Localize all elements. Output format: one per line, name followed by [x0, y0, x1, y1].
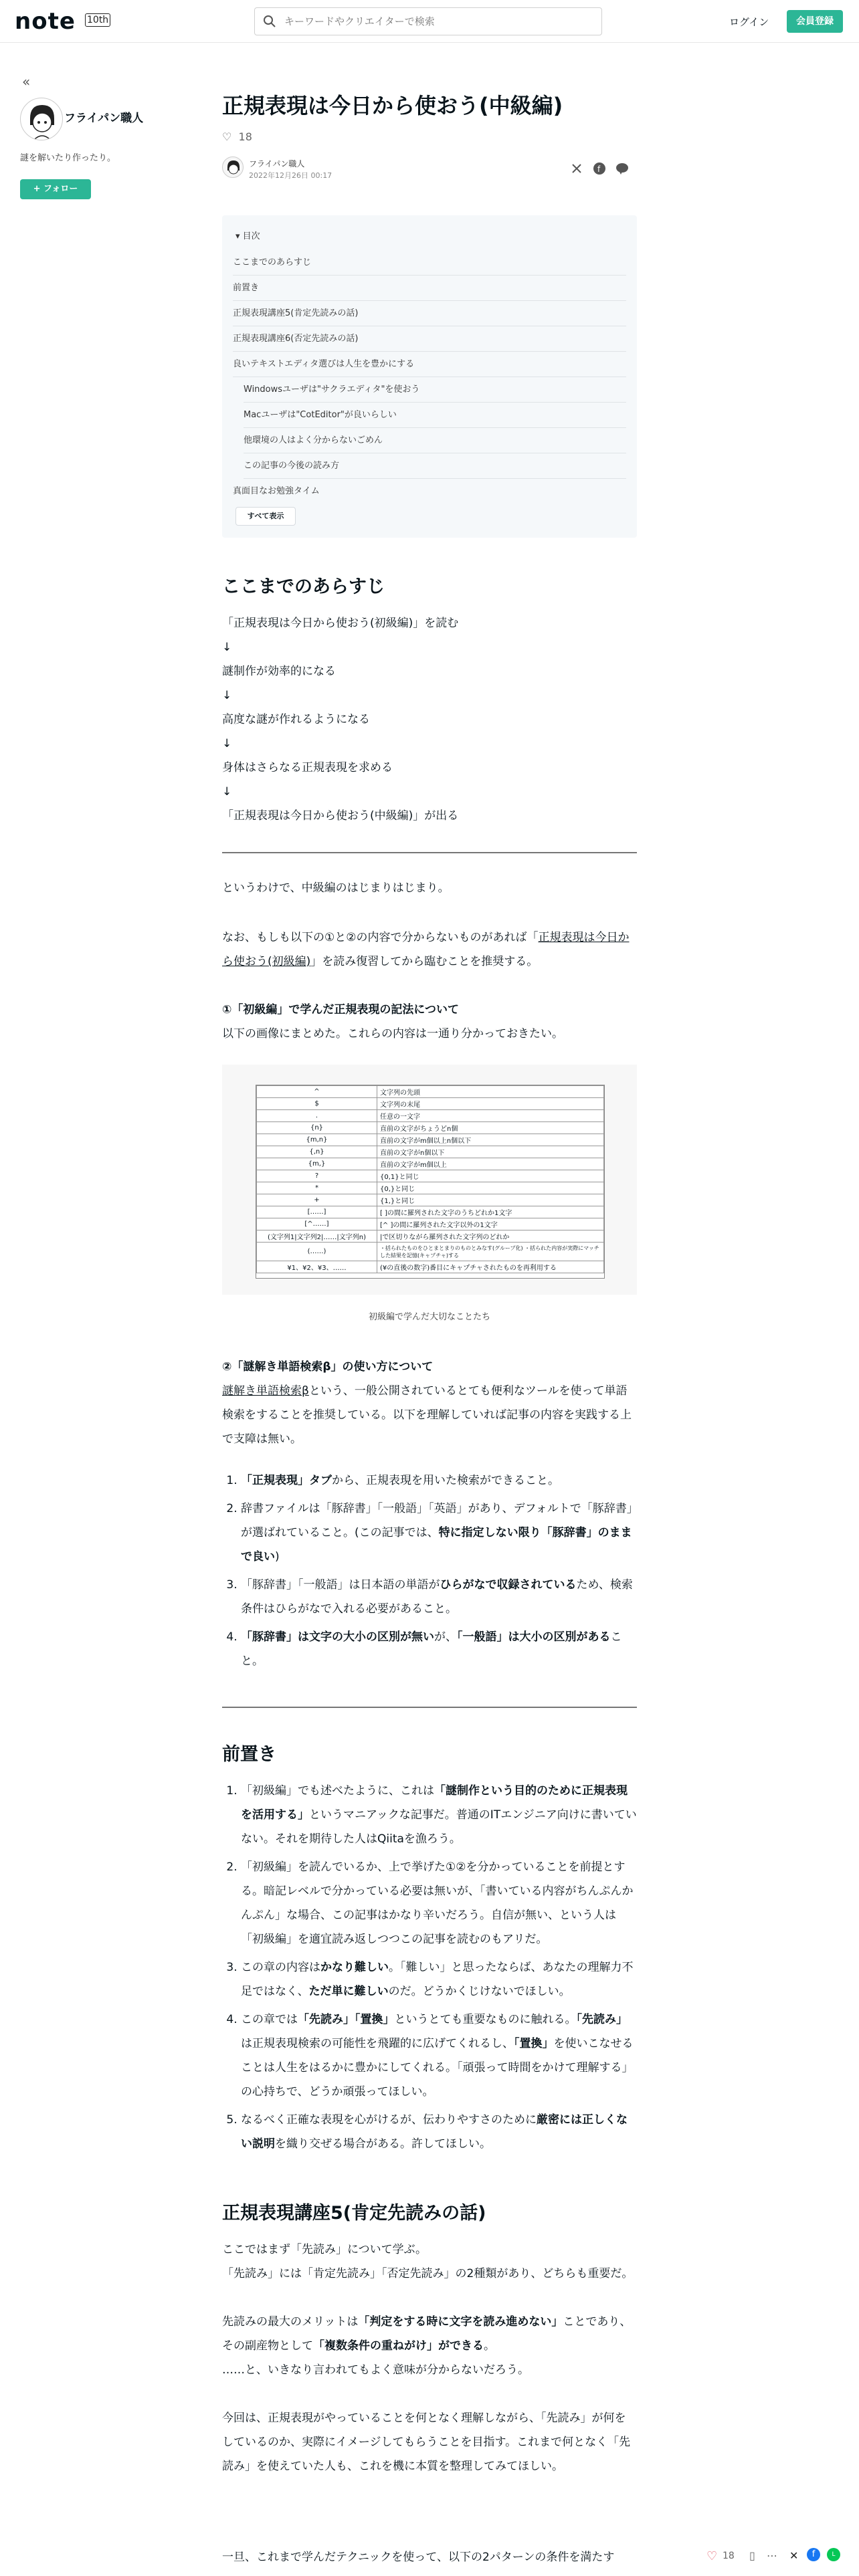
usage-list	[222, 1469, 637, 1677]
figure-row	[257, 1243, 604, 1261]
synopsis-line: ↓	[222, 689, 232, 702]
preface-list	[222, 1779, 637, 2160]
like-count: 18	[238, 130, 252, 143]
text: から、正規表現を用いた検索ができること。	[332, 1474, 559, 1487]
toc-item[interactable]: 正規表現講座6(否定先読みの話)	[233, 326, 626, 352]
regex-table	[256, 1085, 604, 1273]
list-item	[241, 1497, 637, 1569]
figure-meaning-cell: {0,}と同じ	[377, 1182, 604, 1194]
figure-caption: 初級編で学んだ大切なことたち	[368, 1312, 490, 1322]
bold-text: 「謎制作という目的のために正規表現を活用する」	[241, 1784, 628, 1822]
figure-meaning-cell: |で区切りながら羅列された文字列のどれか	[377, 1230, 604, 1243]
x-share-icon[interactable]: ✕	[789, 2549, 799, 2562]
synopsis-line: ↓	[222, 641, 232, 654]
synopsis-line: 身体はさらなる正規表現を求める	[222, 761, 393, 774]
figure-meaning-cell: {1,}と同じ	[377, 1194, 604, 1206]
figure-meaning-cell: [^ ]の間に羅列された文字以外の1文字	[377, 1218, 604, 1230]
toc-item[interactable]: 良いテキストエディタ選びは人生を豊かにする	[233, 352, 626, 377]
figure-meaning-cell: ・括られたものをひとまとまりのものとみなす(グループ化) ・括られた内容が実際にマッチした結果を記憶(キャプチャ)する	[377, 1243, 604, 1261]
toc-item[interactable]: 前置き	[233, 276, 626, 301]
list-item	[241, 1625, 637, 1673]
toc-item[interactable]: ここまでのあらすじ	[233, 250, 626, 276]
facebook-share-icon[interactable]: f	[807, 2548, 820, 2561]
figure-symbol-cell: .	[257, 1110, 377, 1122]
toc-subitem[interactable]: この記事の今後の読み方	[244, 453, 626, 479]
meta-author-avatar[interactable]	[222, 156, 244, 178]
figure-symbol-cell: {,n}	[257, 1146, 377, 1158]
line-share-icon[interactable]: L	[827, 2548, 840, 2561]
article-title: 正規表現は今日から使おう(中級編)	[222, 93, 563, 118]
figure-meaning-cell: 任意の一文字	[377, 1110, 604, 1122]
follow-button[interactable]	[20, 179, 91, 199]
search-input[interactable]	[283, 11, 591, 31]
paragraph: 一旦、これまで学んだテクニックを使って、以下の2パターンの条件を満たす	[222, 2551, 615, 2564]
text: を使いこなせることは人生をはるかに豊かにしてくれる。「頑張って時間をかけて理解する」の心持ちで、どうか頑張ってほしい。	[241, 2037, 634, 2099]
collapse-sidebar-icon[interactable]: «	[22, 74, 31, 90]
text: 。「難しい」と思ったならば、あなたの理解力不足ではなく、	[241, 1961, 634, 1998]
bold-text: ひらがなで収録されている	[440, 1578, 577, 1592]
paragraph	[222, 2310, 637, 2358]
toc-subitem[interactable]: 他環境の人はよく分からないごめん	[244, 428, 626, 453]
anniversary-badge: 10th	[85, 13, 110, 27]
figure-row	[257, 1182, 604, 1194]
regex-summary-figure[interactable]	[222, 1065, 637, 1295]
figure-row	[257, 1170, 604, 1182]
heart-icon[interactable]: ♡	[706, 2549, 718, 2563]
paragraph	[222, 1379, 637, 1451]
x-share-icon[interactable]	[570, 162, 583, 175]
author-bio: 謎を解いたり作ったり。	[20, 153, 116, 163]
figure-row	[257, 1261, 604, 1273]
figure-symbol-cell: ^	[257, 1086, 377, 1098]
toc-subitem[interactable]: Macユーザは"CotEditor"が良いらしい	[244, 403, 626, 428]
synopsis-line: ↓	[222, 737, 232, 750]
floating-action-bar	[696, 2545, 856, 2568]
word-search-tool-link[interactable]: 謎解き単語検索β	[222, 1384, 309, 1398]
text: という、一般公開されているとても便利なツールを使って単語検索をすることを推奨している。以下を理解していれば記事の内容を実践する上で支障は無い。	[222, 1384, 632, 1446]
toc-subitem[interactable]: Windowsユーザは"サクラエディタ"を使おう	[244, 377, 626, 403]
text: この章では	[241, 2013, 298, 2026]
subheading: ①「初級編」で学んだ正規表現の記法について	[222, 1003, 460, 1016]
figure-symbol-cell: (文字列1|文字列2|……|文字列n)	[257, 1230, 377, 1243]
beginner-article-link[interactable]: 正規表現は今日から使おう(初級編)	[222, 931, 630, 968]
figure-row	[257, 1122, 604, 1134]
figure-row	[257, 1194, 604, 1206]
figure-meaning-cell: 直前の文字がちょうどn個	[377, 1122, 604, 1134]
figure-symbol-cell: ¥1、¥2、¥3、……	[257, 1261, 377, 1273]
figure-symbol-cell: (……)	[257, 1243, 377, 1261]
figure-image	[256, 1085, 605, 1279]
list-item	[241, 1855, 637, 1951]
toc-item[interactable]: 正規表現講座5(肯定先読みの話)	[233, 301, 626, 326]
text: は正規表現検索の可能性を飛躍的に広げてくれるし、	[241, 2037, 514, 2050]
figure-symbol-cell: [……]	[257, 1206, 377, 1218]
toc-heading[interactable]	[235, 229, 260, 241]
figure-symbol-cell: {m,n}	[257, 1134, 377, 1146]
synopsis-line: 「正規表現は今日から使おう(中級編)」が出る	[222, 809, 459, 823]
follow-label: フォロー	[43, 184, 78, 194]
synopsis-line: ↓	[222, 785, 232, 798]
avatar-illustration	[223, 157, 244, 178]
figure-row	[257, 1158, 604, 1170]
section-heading: 前置き	[222, 1744, 276, 1765]
author-avatar[interactable]	[20, 98, 63, 140]
text: 」を読み復習してから臨むことを推奨する。	[310, 955, 539, 968]
bold-text: かなり難しい	[320, 1961, 389, 1974]
text: )	[275, 1550, 280, 1564]
text: 「初級編」でも述べたように、これは	[241, 1784, 434, 1798]
bold-text: 厳密には正しくない説明	[241, 2113, 628, 2151]
figure-meaning-cell: (¥の直後の数字)番目にキャプチャされたものを再利用する	[377, 1261, 604, 1273]
list-item	[241, 2108, 637, 2156]
bold-text: 「豚辞書」は文字の大小の区別が無い	[241, 1630, 434, 1644]
svg-text:f: f	[597, 165, 601, 174]
text: 辞書ファイルは「豚辞書」「一般語」「英語」があり、デフォルトで「豚辞書」が選ばれていること。(この記事では、	[241, 1502, 633, 1539]
heart-icon: ♡	[222, 130, 232, 143]
list-item	[241, 2008, 637, 2104]
paragraph: 「先読み」には「肯定先読み」「否定先読み」の2種類があり、どちらも重要だ。	[222, 2267, 634, 2280]
text: 先読みの最大のメリットは	[222, 2315, 359, 2329]
figure-row	[257, 1134, 604, 1146]
table-of-contents	[222, 215, 637, 538]
login-link[interactable]: ログイン	[729, 16, 769, 28]
bold-text: ただ単に難しい	[308, 1985, 389, 1998]
figure-row	[257, 1086, 604, 1098]
text: 「豚辞書」「一般語」は日本語の単語が	[241, 1578, 440, 1592]
figure-row	[257, 1110, 604, 1122]
more-icon[interactable]: ⋯	[767, 2549, 777, 2562]
figure-symbol-cell: *	[257, 1182, 377, 1194]
figure-meaning-cell: 直前の文字がm個以上n個以下	[377, 1134, 604, 1146]
list-item	[241, 1469, 637, 1493]
avatar-illustration	[21, 98, 63, 140]
search-box[interactable]	[254, 7, 602, 35]
figure-symbol-cell: {m,}	[257, 1158, 377, 1170]
search-icon	[263, 15, 276, 28]
text: のだ。どうかくじけないでほしい。	[388, 1985, 571, 1998]
figure-meaning-cell: 直前の文字がm個以上	[377, 1158, 604, 1170]
caret-down-icon: ▾	[235, 231, 243, 241]
section-heading: 正規表現講座5(肯定先読みの話)	[222, 2203, 486, 2224]
text: なるべく正確な表現を心がけるが、伝わりやすさのために	[241, 2113, 537, 2127]
synopsis-line: 「正規表現は今日から使おう(初級編)」を読む	[222, 617, 459, 630]
paragraph: ……と、いきなり言われてもよく意味が分からないだろう。	[222, 2363, 529, 2377]
paragraph	[222, 926, 637, 974]
subheading: ②「謎解き単語検索β」の使い方について	[222, 1360, 434, 1374]
bold-text: 特に指定しない限り「豚辞書」のままで良い	[241, 1526, 632, 1564]
divider	[222, 1707, 637, 1708]
text: が、	[434, 1630, 457, 1644]
bold-text: 「先読み」「置換」	[298, 2013, 395, 2026]
line-share-icon[interactable]	[615, 162, 629, 175]
footer-like-count: 18	[723, 2551, 735, 2561]
figure-meaning-cell: [ ]の間に羅列された文字のうちどれか1文字	[377, 1206, 604, 1218]
section-heading: ここまでのあらすじ	[222, 576, 385, 597]
figure-meaning-cell: 文字列の先頭	[377, 1086, 604, 1098]
toc-heading-label: 目次	[242, 231, 260, 241]
text: こと。	[241, 1630, 622, 1668]
text: 「初級編」を読んでいるか、上で挙げた①②を分かっていることを前提とする。暗記レベルで分かっている必要は無いが、「書いている内容がちんぷんかんぷん」な場合、この記事はかなり辛いだろう。自信が無い、という人は「初級編」を適宜読み返しつつこの記事を読むのもアリだ。	[241, 1860, 634, 1946]
list-item	[241, 1573, 637, 1621]
bold-text: 「複数条件の重ねがけ」ができる	[313, 2339, 484, 2353]
list-item	[241, 1779, 637, 1851]
text: この章の内容は	[241, 1961, 320, 1974]
list-item	[241, 1955, 637, 2004]
text: 。	[484, 2339, 495, 2353]
author-name[interactable]: フライパン職人	[64, 112, 144, 125]
figure-row	[257, 1230, 604, 1243]
text: ため、検索条件はひらがなで入れる必要があること。	[241, 1578, 633, 1616]
text: なお、もしも以下の①と②の内容で分からないものがあれば「	[222, 931, 539, 944]
figure-meaning-cell: {0,1}と同じ	[377, 1170, 604, 1182]
bold-text: 「一般語」は大小の区別がある	[457, 1630, 611, 1644]
text: というとても重要なものに触れる。	[394, 2013, 577, 2026]
toc-item[interactable]: 真面目なお勉強タイム	[233, 486, 320, 496]
figure-symbol-cell: +	[257, 1194, 377, 1206]
synopsis-line: 高度な謎が作れるようになる	[222, 713, 370, 726]
facebook-share-icon[interactable]	[593, 162, 606, 175]
figure-symbol-cell: {n}	[257, 1122, 377, 1134]
text: ことであり、その副産物として	[222, 2315, 632, 2353]
bold-text: 「先読み」	[576, 2013, 628, 2026]
paragraph: 以下の画像にまとめた。これらの内容は一通り分かっておきたい。	[222, 1027, 563, 1041]
meta-author-name[interactable]: フライパン職人	[249, 159, 305, 169]
figure-symbol-cell: [^……]	[257, 1218, 377, 1230]
like-button[interactable]	[222, 130, 252, 143]
publish-date: 2022年12月26日 00:17	[249, 171, 332, 180]
toc-show-all-button[interactable]: すべて表示	[235, 507, 296, 526]
bold-text: 「正規表現」タブ	[241, 1474, 332, 1487]
paragraph: ここではまず「先読み」について学ぶ。	[222, 2243, 427, 2256]
bold-text: 「判定をする時に文字を読み進めない」	[358, 2315, 563, 2329]
figure-row	[257, 1206, 604, 1218]
magazine-icon[interactable]: ▯	[749, 2549, 755, 2562]
bold-text: 「置換」	[514, 2037, 554, 2050]
figure-row	[257, 1146, 604, 1158]
text: を織り交ぜる場合がある。許してほしい。	[275, 2137, 491, 2151]
divider	[222, 852, 637, 853]
figure-meaning-cell: 直前の文字がn個以下	[377, 1146, 604, 1158]
synopsis-line: 謎制作が効率的になる	[222, 665, 336, 678]
figure-row	[257, 1098, 604, 1110]
paragraph: 今回は、正規表現がやっていることを何となく理解しながら、「先読み」が何をしているのか、実際にイメージしてもらうことを目指す。これまで何となく「先読み」を使えていた人も、これを機に本質を整理してみてほしい。	[222, 2411, 631, 2473]
text: というマニアックな記事だ。普通のITエンジニア向けに書いていない。それを期待した人はQiitaを漁ろう。	[241, 1808, 637, 1846]
figure-symbol-cell: ?	[257, 1170, 377, 1182]
figure-row	[257, 1218, 604, 1230]
figure-symbol-cell: $	[257, 1098, 377, 1110]
site-header	[0, 0, 859, 43]
paragraph: というわけで、中級編のはじまりはじまり。	[222, 881, 450, 895]
note-logo[interactable]: note	[15, 8, 76, 35]
signup-button[interactable]: 会員登録	[787, 10, 843, 33]
figure-meaning-cell: 文字列の末尾	[377, 1098, 604, 1110]
user-plus-icon: +	[33, 184, 44, 194]
